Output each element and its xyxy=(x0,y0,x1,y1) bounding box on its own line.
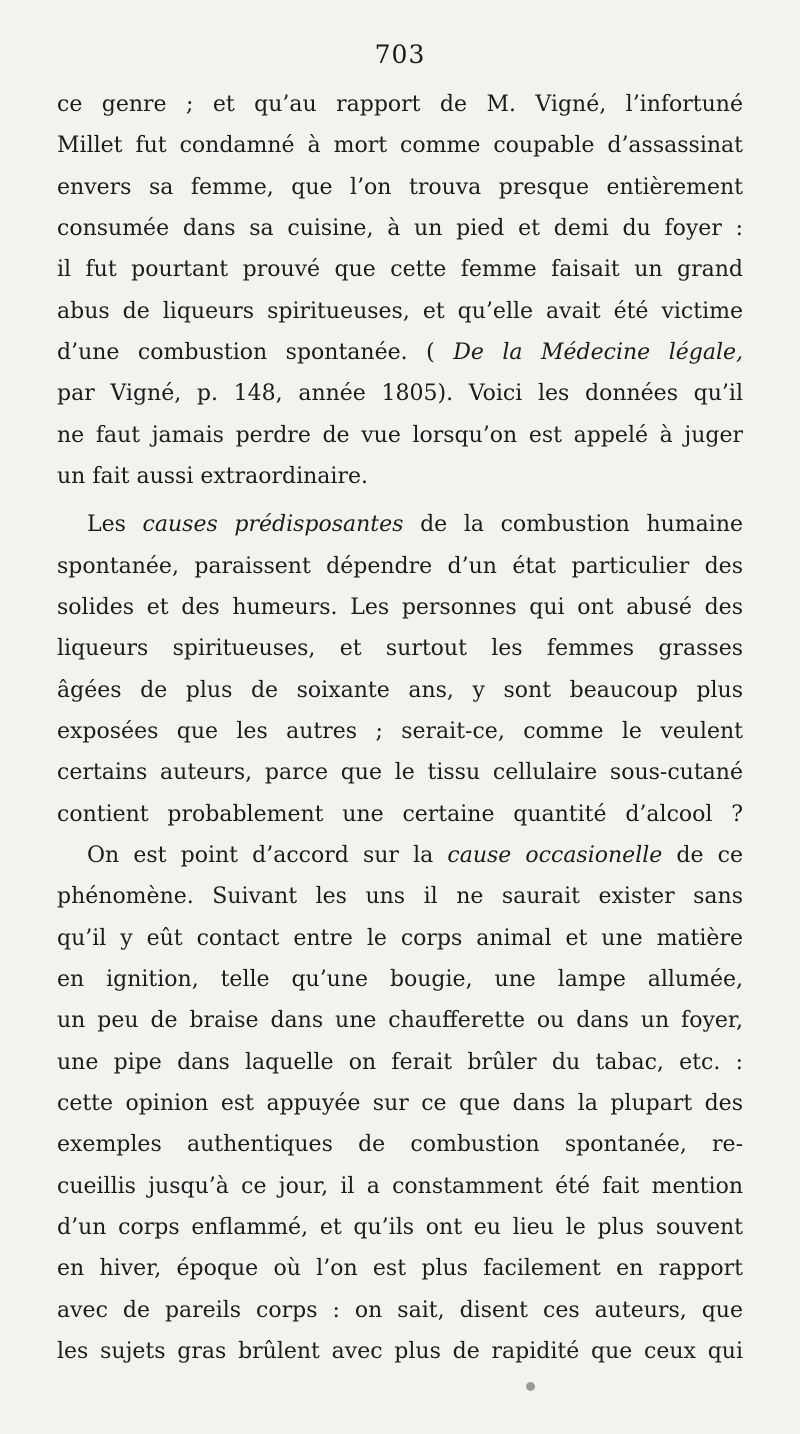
text-line: cueillis jusqu’à ce jour, il a constamment été fait mention xyxy=(57,1173,743,1199)
text-line: âgées de plus de soixante ans, y sont beaucoup plus xyxy=(57,677,743,703)
text-line: ne faut jamais perdre de vue lorsqu’on est appelé à juger xyxy=(57,422,743,448)
citation-title: De la Médecine légale, xyxy=(453,339,743,365)
text-line: spontanée, paraissent dépendre d’un état particulier des xyxy=(57,553,743,579)
text-line: cette opinion est appuyée sur ce que dans la plupart des xyxy=(57,1090,743,1116)
text-line: en hiver, époque où l’on est plus facilement en rapport xyxy=(57,1256,743,1282)
text-line: certains auteurs, parce que le tissu cellulaire sous-cutané xyxy=(57,760,743,786)
text-run: de ce xyxy=(662,842,743,868)
text-line: Millet fut condamné à mort comme coupable d’assassinat xyxy=(57,133,743,159)
text-line: envers sa femme, que l’on trouva presque entièrement xyxy=(57,174,743,200)
italic-term: causes prédisposantes xyxy=(142,512,404,538)
text-line: exposées que les autres ; serait-ce, comme le veulent xyxy=(57,718,743,744)
text-line: solides et des humeurs. Les personnes qui ont abusé des xyxy=(57,594,743,620)
text-line: une pipe dans laquelle on ferait brûler du tabac, etc. : xyxy=(57,1049,743,1075)
text-line: un peu de braise dans une chaufferette ou dans un foyer, xyxy=(57,1008,743,1034)
text-run: d’une combustion spontanée. ( xyxy=(57,339,454,365)
text-line: avec de pareils corps : on sait, disent ces auteurs, que xyxy=(57,1297,743,1323)
text-run: Les xyxy=(87,512,143,538)
text-line: exemples authentiques de combustion spontanée, re- xyxy=(57,1132,743,1158)
page-number: 703 xyxy=(374,40,426,69)
text-line: contient probablement une certaine quantité d’alcool ? xyxy=(57,801,743,827)
text-line: phénomène. Suivant les uns il ne saurait exister sans xyxy=(57,884,743,910)
text-line: liqueurs spiritueuses, et surtout les femmes grasses xyxy=(57,636,743,662)
text-line: les sujets gras brûlent avec plus de rapidité que ceux qui xyxy=(57,1338,743,1364)
text-run: On est point d’accord sur la xyxy=(87,842,448,868)
italic-term: cause occasionelle xyxy=(447,842,663,868)
paragraph-1 xyxy=(57,84,743,497)
text-line: consumée dans sa cuisine, à un pied et demi du foyer : xyxy=(57,215,743,241)
text-line: par Vigné, p. 148, année 1805). Voici les données qu’il xyxy=(57,381,743,407)
text-line xyxy=(57,835,743,876)
text-line: en ignition, telle qu’une bougie, une lampe allumée, xyxy=(57,966,743,992)
body-text xyxy=(57,84,743,1372)
text-line: ce genre ; et qu’au rapport de M. Vigné, l’infortuné xyxy=(57,92,743,117)
text-line: il fut pourtant prouvé que cette femme faisait un grand xyxy=(57,257,743,283)
text-line: qu’il y eût contact entre le corps animal et une matière xyxy=(57,925,743,951)
text-line: un fait aussi extraordinaire. xyxy=(57,463,368,489)
text-line xyxy=(57,332,743,373)
text-run: de la combustion humaine xyxy=(403,512,743,538)
paragraph-2 xyxy=(57,504,743,835)
text-line: abus de liqueurs spiritueuses, et qu’elle avait été victime xyxy=(57,298,743,324)
paragraph-3 xyxy=(57,835,743,1372)
text-line: d’un corps enflammé, et qu’ils ont eu lieu le plus souvent xyxy=(57,1214,743,1240)
ink-spot xyxy=(526,1382,535,1391)
text-line xyxy=(57,504,743,545)
